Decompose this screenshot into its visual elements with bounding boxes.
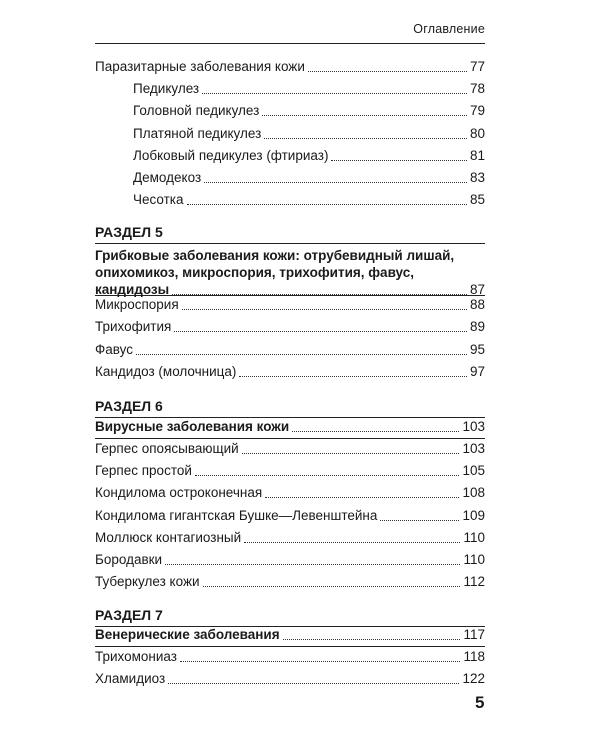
- leader-dots: [331, 160, 467, 161]
- toc-entry[interactable]: [95, 574, 485, 590]
- toc-entry-title: Трихомониаз: [95, 649, 177, 664]
- leader-dots: [195, 475, 460, 476]
- leader-dots: [265, 497, 459, 498]
- toc-entry-page: 103: [462, 419, 485, 434]
- leader-dots: [264, 138, 467, 139]
- leader-dots: [292, 431, 459, 432]
- leader-dots: [262, 115, 467, 116]
- toc-entry[interactable]: [95, 59, 485, 75]
- toc-entry[interactable]: [95, 419, 485, 435]
- section-rule: [95, 417, 485, 418]
- leader-dots: [244, 542, 460, 543]
- toc-entry-page: 122: [462, 671, 485, 686]
- leader-dots: [174, 331, 467, 332]
- toc-entry-title: Демодекоз: [133, 170, 202, 185]
- toc-entry[interactable]: [95, 649, 485, 665]
- toc-entry-title: Хламидиоз: [95, 671, 166, 686]
- section-heading: РАЗДЕЛ 6: [95, 398, 163, 414]
- leader-dots: [180, 661, 460, 662]
- toc-entry-title: Венерические заболевания: [95, 627, 280, 642]
- toc-entry[interactable]: [95, 441, 485, 457]
- toc-entry-title: Кандидоз (молочница): [95, 364, 237, 379]
- section-heading: РАЗДЕЛ 7: [95, 607, 163, 623]
- leader-dots: [165, 564, 460, 565]
- page-number: 5: [475, 693, 485, 712]
- leader-dots: [168, 683, 459, 684]
- toc-entry[interactable]: [95, 671, 485, 687]
- leader-dots: [203, 586, 461, 587]
- toc-entry-page: 81: [469, 148, 485, 163]
- section-title-line: Грибковые заболевания кожи: отрубевидный лишай,: [95, 248, 455, 263]
- toc-entry[interactable]: [95, 342, 485, 358]
- toc-entry[interactable]: [95, 297, 485, 313]
- toc-entry-title: кандидозы: [95, 282, 170, 297]
- toc-entry-page: 110: [463, 530, 485, 545]
- toc-entry-page: 87: [469, 282, 485, 297]
- toc-entry-page: 79: [469, 103, 485, 118]
- toc-entry-title: Паразитарные заболевания кожи: [95, 59, 305, 74]
- toc-entry-title: Педикулез: [133, 81, 200, 96]
- leader-dots: [187, 204, 467, 205]
- toc-entry[interactable]: [95, 364, 485, 380]
- toc-entry[interactable]: [95, 485, 485, 501]
- toc-entry-title: Трихофития: [95, 319, 172, 334]
- toc-entry-title: Платяной педикулез: [133, 126, 262, 141]
- toc-entry-title: Кондилома гигантская Бушке—Левенштейна: [95, 508, 378, 523]
- toc-entry-title: Бородавки: [95, 552, 163, 567]
- toc-entry-page: 112: [463, 574, 485, 589]
- running-header: Оглавление: [413, 22, 485, 36]
- section-title-line: опихомикоз, микроспория, трихофития, фавус,: [95, 265, 414, 280]
- toc-entry-title: Герпес опоясывающий: [95, 441, 239, 456]
- toc-entry-title: Кондилома остроконечная: [95, 485, 263, 500]
- leader-dots: [308, 71, 467, 72]
- toc-entry-title: Моллюск контагиозный: [95, 530, 242, 545]
- toc-entry-page: 83: [469, 170, 485, 185]
- toc-entry[interactable]: [95, 627, 485, 643]
- toc-entry-page: 78: [469, 81, 485, 96]
- toc-entry-title: Вирусные заболевания кожи: [95, 419, 290, 434]
- leader-dots: [182, 309, 467, 310]
- entry-divider: [95, 438, 485, 439]
- leader-dots: [380, 520, 459, 521]
- toc-entry-title: Чесотка: [133, 192, 184, 207]
- leader-dots: [202, 93, 467, 94]
- toc-entry[interactable]: [133, 192, 485, 208]
- toc-entry-title: Лобковый педикулез (фтириаз): [133, 148, 329, 163]
- toc-entry-title: Туберкулез кожи: [95, 574, 200, 589]
- leader-dots: [204, 182, 467, 183]
- toc-entry[interactable]: [95, 508, 485, 524]
- section-heading: РАЗДЕЛ 5: [95, 224, 163, 240]
- toc-entry-title: Фавус: [95, 342, 133, 357]
- leader-dots: [136, 354, 467, 355]
- toc-entry-page: 77: [469, 59, 485, 74]
- toc-entry[interactable]: [133, 81, 485, 97]
- toc-entry-page: 103: [462, 441, 485, 456]
- toc-entry-title: Герпес простой: [95, 463, 192, 478]
- toc-entry-page: 108: [462, 485, 485, 500]
- toc-entry-page: 110: [463, 552, 485, 567]
- toc-entry-page: 117: [463, 627, 485, 642]
- toc-entry[interactable]: [95, 552, 485, 568]
- header-rule: [95, 43, 485, 44]
- toc-entry-page: 80: [469, 126, 485, 141]
- leader-dots: [283, 639, 461, 640]
- toc-entry-page: 97: [469, 364, 485, 379]
- toc-entry-page: 105: [462, 463, 485, 478]
- toc-entry-page: 118: [463, 649, 485, 664]
- leader-dots: [242, 453, 460, 454]
- section-rule: [95, 243, 485, 244]
- toc-entry[interactable]: [133, 126, 485, 142]
- toc-entry[interactable]: [133, 148, 485, 164]
- toc-entry-page: 88: [469, 297, 485, 312]
- leader-dots: [239, 376, 467, 377]
- toc-entry[interactable]: [95, 463, 485, 479]
- toc-entry-title: Головной педикулез: [133, 103, 260, 118]
- toc-entry-title: Микроспория: [95, 297, 179, 312]
- toc-entry[interactable]: [95, 530, 485, 546]
- toc-entry-page: 95: [469, 342, 485, 357]
- toc-entry-page: 85: [469, 192, 485, 207]
- toc-entry[interactable]: [133, 170, 485, 186]
- toc-entry[interactable]: [133, 103, 485, 119]
- toc-entry-page: 89: [469, 319, 485, 334]
- entry-divider: [95, 646, 485, 647]
- toc-entry-page: 109: [462, 508, 485, 523]
- toc-entry[interactable]: [95, 319, 485, 335]
